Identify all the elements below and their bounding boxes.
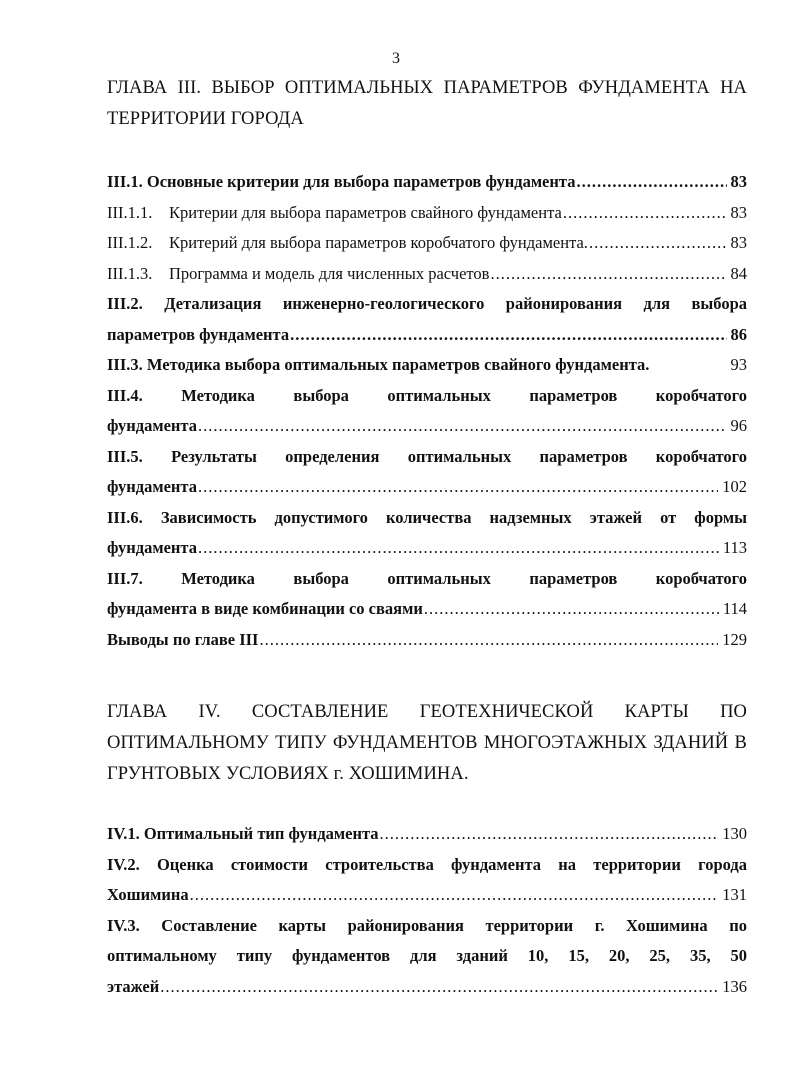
toc-entry-text: Выводы по главе III (107, 629, 259, 649)
dot-leader (198, 411, 727, 442)
toc-entry-3-7-line1[interactable]: III.7. Методика выбора оптимальных параметров коробчатого (107, 568, 747, 588)
toc-entry-text: IV.1. Оптимальный тип фундамента (107, 824, 379, 843)
toc-entry-3-conclusions[interactable] (107, 625, 747, 656)
chapter-4-title-line2: ОПТИМАЛЬНОМУ ТИПУ ФУНДАМЕНТОВ МНОГОЭТАЖНЫХ ЗДАНИЙ В (107, 733, 747, 753)
toc-entry-text: фундамента в виде комбинации со сваями (107, 599, 423, 618)
toc-page-number: 83 (730, 172, 747, 191)
toc-entry-3-2-line2[interactable] (107, 320, 747, 351)
toc-page-number: 136 (722, 976, 747, 996)
toc-entry-3-2-line1[interactable]: III.2. Детализация инженерно-геологического районирования для выбора (107, 294, 747, 313)
chapter-4-title (107, 697, 747, 790)
toc-entry-3-1-3[interactable] (107, 259, 747, 290)
toc-entry-3-5-line1[interactable]: III.5. Результаты определения оптимальных параметров коробчатого (107, 446, 747, 466)
toc-entry-3-1-2[interactable] (107, 228, 747, 259)
toc-entry-3-1[interactable] (107, 167, 747, 198)
toc-entry-text: Хошимина (107, 885, 189, 904)
dot-leader (290, 320, 726, 351)
toc-entry-text: этажей (107, 976, 160, 996)
toc-entry-code: III.1.3. (107, 263, 153, 283)
toc-page-number: 83 (730, 202, 747, 222)
toc-page-number: 86 (730, 324, 747, 344)
toc-entry-text: Критерии для выбора параметров свайного фундамента (169, 202, 562, 222)
toc-entry-4-3-line3[interactable] (107, 972, 747, 1003)
dot-leader (190, 880, 719, 911)
dot-leader (259, 625, 718, 656)
toc-chapter-3 (107, 167, 747, 655)
page-number: 3 (392, 50, 400, 67)
toc-entry-3-4-line1[interactable]: III.4. Методика выбора оптимальных параметров коробчатого (107, 385, 747, 405)
toc-entry-3-5-line2[interactable] (107, 472, 747, 503)
toc-entry-3-6-line1[interactable]: III.6. Зависимость допустимого количества надземных этажей от формы (107, 507, 747, 527)
toc-entry-3-3[interactable] (107, 350, 747, 381)
toc-page-number: 130 (722, 824, 747, 843)
toc-page-number: 83 (730, 233, 747, 252)
toc-page-number: 96 (730, 416, 747, 435)
toc-entry-text: III.3. Методика выбора оптимальных параметров свайного фундамента. (107, 355, 650, 374)
toc-entry-3-6-line2[interactable] (107, 533, 747, 564)
dot-leader (160, 972, 718, 1003)
toc-entry-text: фундамента (107, 416, 197, 435)
toc-entry-code: III.1.2. (107, 233, 153, 252)
toc-entry-text: Программа и модель для численных расчетов (169, 263, 490, 283)
chapter-3-title-line2: ТЕРРИТОРИИ ГОРОДА (107, 109, 304, 129)
toc-entry-text: III.1. Основные критерии для выбора параметров фундамента (107, 172, 576, 191)
toc-entry-4-2-line1[interactable]: IV.2. Оценка стоимости строительства фундамента на территории города (107, 854, 747, 874)
dot-leader (424, 594, 719, 625)
toc-page-number: 131 (722, 885, 747, 904)
dot-leader (380, 819, 719, 850)
chapter-3-title (107, 73, 747, 135)
toc-entry-code: III.1.1. (107, 202, 153, 222)
toc-page-number: 129 (722, 629, 747, 649)
dot-leader (576, 167, 726, 198)
dot-leader (589, 228, 727, 259)
dot-leader (490, 259, 726, 290)
dot-leader (563, 198, 727, 229)
toc-entry-3-4-line2[interactable] (107, 411, 747, 442)
toc-entry-4-2-line2[interactable] (107, 880, 747, 911)
toc-entry-text: Критерий для выбора параметров коробчатого фундамента. (169, 233, 588, 252)
dot-leader (198, 533, 719, 564)
toc-page-number: 93 (730, 355, 747, 374)
toc-entry-4-3-line2[interactable]: оптимальному типу фундаментов для зданий 10, 15, 20, 25, 35, 50 (107, 946, 747, 965)
toc-entry-text: параметров фундамента (107, 324, 290, 344)
toc-entry-4-1[interactable] (107, 819, 747, 850)
toc-page-number: 102 (722, 477, 747, 496)
chapter-4-title-line3: ГРУНТОВЫХ УСЛОВИЯХ г. ХОШИМИНА. (107, 764, 469, 784)
toc-page-number: 114 (722, 599, 747, 618)
chapter-3-title-line1: ГЛАВА III. ВЫБОР ОПТИМАЛЬНЫХ ПАРАМЕТРОВ ФУНДАМЕНТА НА (107, 78, 747, 98)
toc-entry-text: фундамента (107, 477, 197, 496)
dot-leader (198, 472, 718, 503)
toc-entry-text: фундамента (107, 538, 197, 557)
toc-page-number: 113 (722, 538, 747, 557)
toc-chapter-4 (107, 819, 747, 1002)
toc-entry-3-7-line2[interactable] (107, 594, 747, 625)
toc-page-number: 84 (730, 263, 747, 283)
toc-entry-4-3-line1[interactable]: IV.3. Составление карты районирования территории г. Хошимина по (107, 915, 747, 935)
chapter-4-title-line1: ГЛАВА IV. СОСТАВЛЕНИЕ ГЕОТЕХНИЧЕСКОЙ КАРТЫ ПО (107, 702, 747, 722)
toc-entry-3-1-1[interactable] (107, 198, 747, 229)
